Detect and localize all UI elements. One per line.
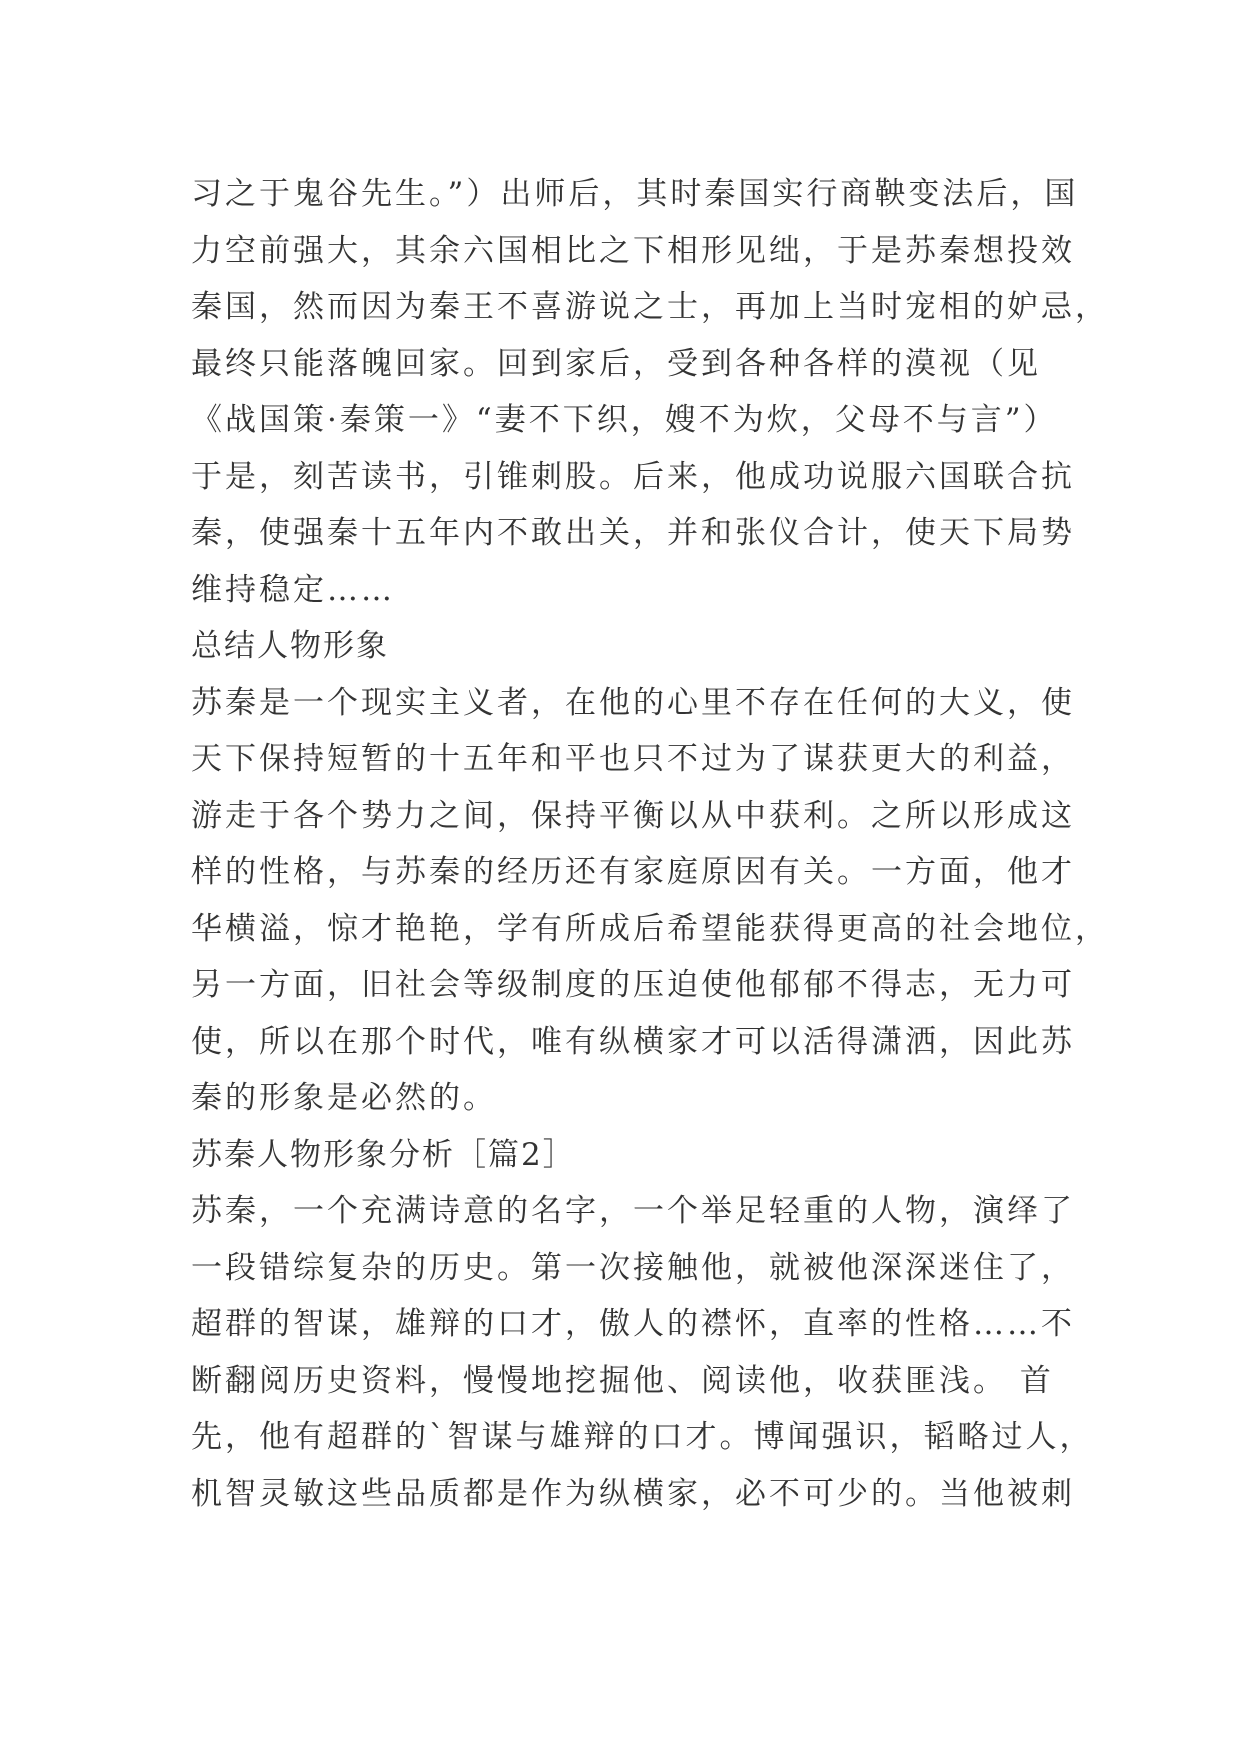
text-line: 力空前强大，其余六国相比之下相形见绌，于是苏秦想投效 xyxy=(191,232,1075,269)
text-line: 游走于各个势力之间，保持平衡以从中获利。之所以形成这 xyxy=(191,797,1075,834)
text-line: 样的性格，与苏秦的经历还有家庭原因有关。一方面，他才 xyxy=(191,854,1075,890)
article-title: 苏秦人物形象分析［篇2］ xyxy=(191,1136,576,1173)
text-line: 天下保持短暂的十五年和平也只不过为了谋获更大的利益， xyxy=(191,741,1075,777)
text-line: 华横溢，惊才艳艳，学有所成后希望能获得更高的社会地位， xyxy=(191,910,1109,947)
text-line: 秦的形象是必然的。 xyxy=(191,1080,497,1116)
text-line: 习之于鬼谷先生。”）出师后，其时秦国实行商鞅变法后，国 xyxy=(191,176,1079,212)
document-body xyxy=(191,166,1109,1522)
text-line: 使，所以在那个时代，唯有纵横家才可以活得潇洒，因此苏 xyxy=(191,1023,1075,1060)
text-line: 超群的智谋，雄辩的口才，傲人的襟怀，直率的性格……不 xyxy=(191,1306,1075,1342)
text-line: 先，他有超群的`智谋与雄辩的口才。博闻强识，韬略过人， xyxy=(191,1419,1094,1455)
text-line: 秦国，然而因为秦王不喜游说之士，再加上当时宠相的妒忌， xyxy=(191,289,1109,325)
text-line: 维持稳定…… xyxy=(191,571,395,608)
text-line: 《战国策·秦策一》“妻不下织，嫂不为炊，父母不与言”） xyxy=(191,402,1058,438)
text-line: 苏秦是一个现实主义者，在他的心里不存在任何的大义，使 xyxy=(191,684,1075,721)
text-line: 秦，使强秦十五年内不敢出关，并和张仪合计，使天下局势 xyxy=(191,515,1075,551)
text-line: 另一方面，旧社会等级制度的压迫使他郁郁不得志，无力可 xyxy=(191,967,1075,1003)
section-heading: 总结人物形象 xyxy=(191,628,389,664)
text-line: 于是，刻苦读书，引锥刺股。后来，他成功说服六国联合抗 xyxy=(191,458,1075,495)
text-line: 机智灵敏这些品质都是作为纵横家，必不可少的。当他被刺 xyxy=(191,1475,1075,1512)
text-line: 一段错综复杂的历史。第一次接触他，就被他深深迷住了， xyxy=(191,1249,1075,1286)
text-line: 最终只能落魄回家。回到家后，受到各种各样的漠视（见 xyxy=(191,345,1041,382)
text-line: 断翻阅历史资料，慢慢地挖掘他、阅读他，收获匪浅。 首 xyxy=(191,1362,1054,1399)
text-line: 苏秦，一个充满诗意的名字，一个举足轻重的人物，演绎了 xyxy=(191,1193,1075,1229)
